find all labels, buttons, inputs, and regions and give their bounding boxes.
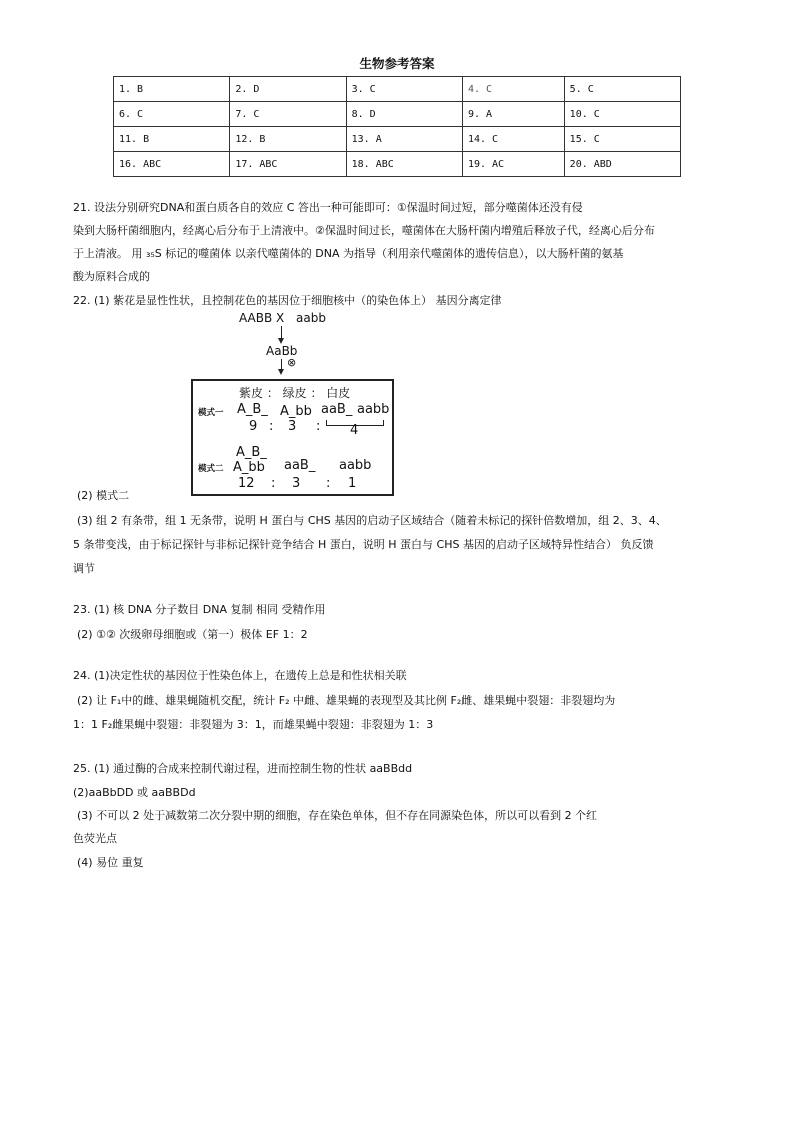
q21-line-2: 染到大肠杆菌细胞内，经离心后分布于上清液中。②保温时间过长，噬菌体在大肠杆菌内增殖后释放子代，经离心后分布 (73, 224, 655, 237)
q25-line-1: 25. (1) 通过酶的合成来控制代谢过程，进而控制生物的性状 aaBBdd (73, 762, 413, 775)
answer-cell: 7. C (230, 102, 346, 127)
mode2-ratio-1: 12 (238, 476, 255, 491)
mode1-genotype-1: A_B_ (237, 402, 268, 417)
f1-genotype: AaBb (266, 344, 298, 358)
answer-cell: 5. C (564, 77, 680, 102)
mode1-ratio-1: 9 (249, 419, 258, 434)
mode2-genotype-1b: A_bb (233, 460, 265, 475)
mode1-colon-1: : (269, 419, 274, 434)
mode1-ratio-2: 3 (288, 419, 297, 434)
q25-line-4: 色荧光点 (73, 832, 117, 845)
arrow-head-icon (278, 369, 284, 375)
q24-line-1: 24. (1)决定性状的基因位于性染色体上，在遗传上总是和性状相关联 (73, 669, 407, 682)
page-title: 生物参考答案 (359, 56, 435, 71)
mode2-ratio-2: 3 (292, 476, 301, 491)
mode2-colon-2: : (326, 476, 331, 491)
answer-cell: 19. AC (462, 152, 564, 177)
phenotype-header: 紫皮 ： 绿皮 ： 白皮 (239, 386, 351, 400)
answer-cell: 9. A (462, 102, 564, 127)
mode1-ratio-3: 4 (350, 423, 359, 438)
mode2-genotype-3: aabb (339, 458, 372, 473)
answer-row (114, 77, 681, 102)
answer-cell: 2. D (230, 77, 346, 102)
answer-cell: 13. A (346, 127, 462, 152)
cross-symbol: X (276, 311, 285, 325)
mode2-colon-1: : (271, 476, 276, 491)
answer-cell: 3. C (346, 77, 462, 102)
mode2-ratio-3: 1 (348, 476, 357, 491)
mode1-label: 模式一 (198, 408, 224, 418)
q21-line-3: 于上清液。 用 ₃₅S 标记的噬菌体 以亲代噬菌体的 DNA 为指导（利用亲代噬菌体的遗传信息），以大肠杆菌的氨基 (73, 247, 624, 260)
answer-table (113, 76, 681, 177)
answer-cell: 4. C (462, 77, 564, 102)
answer-cell: 15. C (564, 127, 680, 152)
mode2-genotype-1a: A_B_ (236, 445, 267, 460)
answer-cell: 8. D (346, 102, 462, 127)
answer-cell: 11. B (114, 127, 230, 152)
q21-line-1: 21. 设法分别研究DNA和蛋白质各自的效应 C 答出一种可能即可：①保温时间过短，部分噬菌体还没有侵 (73, 201, 583, 214)
mode1-genotype-4: aabb (357, 402, 390, 417)
selfing-icon: ⊗ (287, 356, 297, 369)
q21-line-4: 酸为原料合成的 (73, 270, 150, 283)
q23-line-1: 23. (1) 核 DNA 分子数目 DNA 复制 相同 受精作用 (73, 603, 326, 616)
answer-row (114, 102, 681, 127)
q22-part-3-line-3: 调节 (73, 562, 95, 575)
mode1-genotype-3: aaB_ (321, 402, 353, 417)
mode1-genotype-2: A_bb (280, 404, 312, 419)
parent2-genotype: aabb (296, 311, 326, 325)
q23-line-2: (2) ①② 次级卵母细胞或（第一）极体 EF 1：2 (77, 628, 308, 641)
parent1-genotype: AABB (239, 311, 273, 325)
answer-cell: 20. ABD (564, 152, 680, 177)
answer-cell: 12. B (230, 127, 346, 152)
answer-cell: 10. C (564, 102, 680, 127)
mode1-colon-2: : (316, 419, 321, 434)
q24-line-2: (2) 让 F₁中的雌、雄果蝇随机交配，统计 F₂ 中雌、雄果蝇的表现型及其比例 F₂雌、雄果蝇中裂翅：非裂翅均为 (77, 694, 616, 707)
answer-cell: 14. C (462, 127, 564, 152)
q25-line-3: (3) 不可以 2 处于减数第二次分裂中期的细胞，存在染色单体，但不存在同源染色体，所以可以看到 2 个红 (77, 809, 598, 822)
mode2-genotype-2: aaB_ (284, 458, 316, 473)
answer-row (114, 127, 681, 152)
q22-part-3-line-2: 5 条带变浅，由于标记探针与非标记探针竞争结合 H 蛋白，说明 H 蛋白与 CHS 基因的启动子区域特异性结合） 负反馈 (73, 538, 654, 551)
answer-cell: 18. ABC (346, 152, 462, 177)
mode2-label: 模式二 (198, 464, 224, 474)
answer-cell: 17. ABC (230, 152, 346, 177)
q24-line-3: 1：1 F₂雌果蝇中裂翅：非裂翅为 3：1，而雄果蝇中裂翅：非裂翅为 1：3 (73, 718, 434, 731)
answer-cell: 1. B (114, 77, 230, 102)
q25-line-5: (4) 易位 重复 (77, 856, 144, 869)
answer-row (114, 152, 681, 177)
q22-line-1: 22. (1) 紫花是显性性状，且控制花色的基因位于细胞核中（的染色体上） 基因分离定律 (73, 294, 502, 307)
q22-part-2: (2) 模式二 (77, 489, 130, 502)
answer-cell: 6. C (114, 102, 230, 127)
answer-cell: 16. ABC (114, 152, 230, 177)
q25-line-2: (2)aaBbDD 或 aaBBDd (73, 786, 196, 799)
q22-part-3-line-1: (3) 组 2 有条带，组 1 无条带，说明 H 蛋白与 CHS 基因的启动子区域结合（随着未标记的探针倍数增加，组 2、3、4、 (77, 514, 667, 527)
